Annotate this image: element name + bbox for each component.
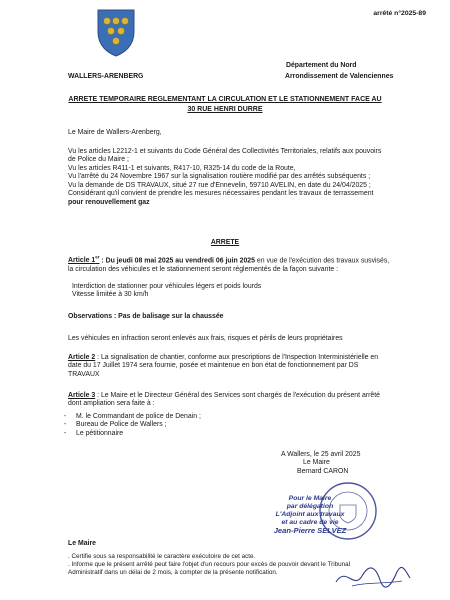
- footer-line: . Certifie sous sa responsabilité le caractère exécutoire de cet acte.: [68, 553, 256, 561]
- considerant-line: Vu les articles R411-1 et suivants, R417-10, R325-14 du code de la Route,: [68, 164, 296, 172]
- district-label: Arrondissement de Valenciennes: [285, 73, 394, 80]
- vehicles-notice: Les véhicules en infraction seront enlevés aux frais, risques et périls de leurs propriétaires: [68, 335, 343, 342]
- article-2-line: TRAVAUX: [68, 370, 100, 378]
- decree-number: arrêté n°2025-89: [373, 10, 426, 17]
- recipient-item: M. le Commandant de police de Denain ;: [76, 413, 201, 420]
- article-3: [68, 392, 380, 409]
- measure-item: Vitesse limitée à 30 km/h: [72, 291, 149, 299]
- considerant-line: Considérant qu'il convient de prendre les mesures nécessaires pendant les travaux de terrassement: [68, 190, 374, 198]
- footer-line: Administratif dans un délai de 2 mois, à compter de la présente notification.: [68, 568, 278, 576]
- signature-name: Bernard CARON: [297, 467, 349, 475]
- delegation-stamp-text: Pour le Maire par délégation L'Adjoint aux travaux et au cadre de vie Jean-Pierre SELVEZ: [273, 495, 347, 536]
- article-2: [68, 354, 378, 379]
- footer-title: Le Maire: [68, 540, 96, 547]
- article-1: [68, 255, 389, 274]
- considerant-line: Vu les articles L2212-1 et suivants du Code Général des Collectivités Territoriales, relatifs aux pouvoirs: [68, 148, 382, 155]
- article-2-line: date du 17 Juillet 1974 sera fournie, posée et maintenue en bon état de fonctionnement par DS: [68, 362, 359, 370]
- signature-block: [281, 451, 360, 476]
- article-3-line: dont ampliation sera faite à :: [68, 400, 155, 408]
- document-title-line2: 30 RUE HENRI DURRE: [187, 106, 263, 113]
- article-2-text: : La signalisation de chantier, conforme aux prescriptions de l'Inspection Interministérielle en: [95, 354, 379, 361]
- commune-name: WALLERS-ARENBERG: [68, 73, 144, 80]
- signature-role: Le Maire: [303, 459, 330, 467]
- footer-block: [68, 540, 350, 576]
- article-1-line: la circulation des véhicules et le stationnement seront réglementés de la façon suivante :: [68, 265, 339, 273]
- recipient-item: Le pétitionnaire: [76, 429, 124, 437]
- article-1-dates: : Du jeudi 08 mai 2025 au vendredi 06 juin 2025: [99, 257, 255, 265]
- considerant-line: Vu la demande de DS TRAVAUX, situé 27 rue d'Ennevelin, 59710 AVELIN, en date du 24/04/2025 ;: [68, 181, 371, 189]
- article-3-label: Article 3: [68, 392, 96, 399]
- decree-heading: ARRETE: [210, 239, 240, 246]
- mayor-intro: Le Maire de Wallers-Arenberg,: [68, 129, 162, 136]
- municipal-crest-logo: [96, 8, 136, 58]
- measure-item: Interdiction de stationner pour véhicules légers et poids lourds: [72, 283, 262, 290]
- article-2-label: Article 2: [68, 354, 96, 361]
- measures-list: [72, 283, 261, 300]
- observations: Observations : Pas de balisage sur la chaussée: [68, 313, 224, 320]
- recipient-bullets: - - -: [64, 413, 67, 437]
- considerant-line: pour renouvellement gaz: [68, 198, 150, 206]
- department-label: Département du Nord: [286, 62, 357, 69]
- article-1-label: Article 1er: [68, 255, 100, 265]
- recipient-item: Bureau de Police de Wallers ;: [76, 421, 167, 429]
- document-title: ARRETE TEMPORAIRE REGLEMENTANT LA CIRCULATION ET LE STATIONNEMENT FACE AU: [68, 96, 382, 103]
- article-1-text: en vue de l'exécution des travaux susvisés,: [254, 257, 390, 265]
- article-3-text: : Le Maire et le Directeur Général des Services sont chargés de l'exécution du présent arrêté: [95, 392, 380, 399]
- considerant-line: de Police du Maire ;: [68, 156, 129, 164]
- considerant-line: Vu l'arrêté du 24 Novembre 1967 sur la signalisation routière modifié par des arrêtés subséquents ;: [68, 173, 371, 181]
- considerants-block: [68, 148, 381, 207]
- signature-place-date: A Wallers, le 25 avril 2025: [281, 451, 361, 458]
- recipients-list: [76, 413, 201, 438]
- footer-line: . Informe que le présent arrêté peut faire l'objet d'un recours pour excès de pouvoir devant le Tribunal: [68, 561, 351, 569]
